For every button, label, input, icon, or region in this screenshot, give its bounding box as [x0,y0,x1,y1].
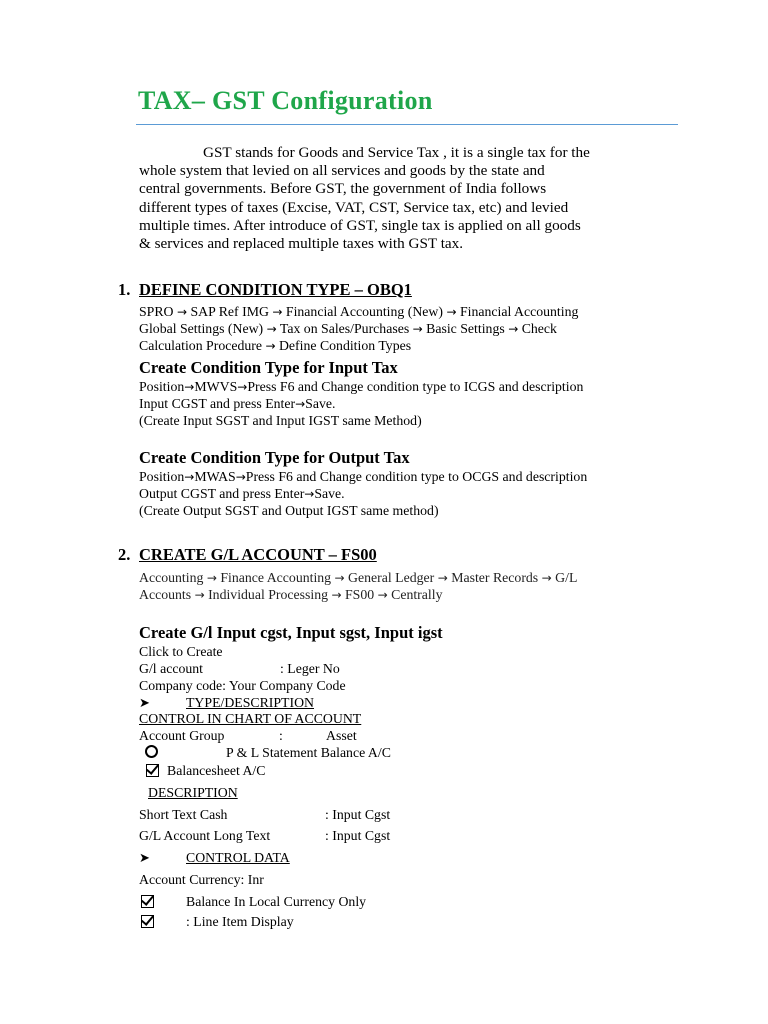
arrow-right-icon: → [377,588,388,602]
arrow-right-icon: → [184,470,195,484]
intro-line: central governments. Before GST, the government of India follows [139,180,547,198]
path-step: Centrally [391,587,443,602]
description-heading: DESCRIPTION [148,785,238,800]
path-step: Tax on Sales/Purchases [279,321,410,336]
menu-path-line [139,337,411,355]
arrow-right-icon: → [266,322,277,336]
section-heading: CREATE G/L ACCOUNT – FS00 [139,545,377,564]
arrow-right-icon: → [272,305,283,319]
intro-paragraph [139,144,675,253]
path-step: Individual Processing [208,587,329,602]
menu-path-line [139,569,577,587]
arrowhead-bullet-icon: ➤ [139,696,150,711]
balancesheet-label: Balancesheet A/C [167,763,266,778]
instruction-text: Position [139,469,185,484]
arrow-right-icon: → [412,322,423,336]
section-number: 1. [118,280,131,299]
instruction-text: Press F6 and Change condition type to OCGS and description [245,469,588,484]
long-text-value: : Input Cgst [325,828,391,843]
path-step: Global Settings (New) [139,321,264,336]
path-step: G/L [555,570,578,585]
instruction-line [139,395,335,413]
pl-statement-label: P & L Statement Balance A/C [226,745,391,760]
path-step: Basic Settings [426,321,505,336]
path-step: Financial Accounting [459,304,579,319]
account-group-value: Asset [326,728,357,743]
arrow-right-icon: → [235,470,246,484]
instruction-text: Output CGST and press Enter [139,486,305,501]
intro-line: multiple times. After introduce of GST, single tax is applied on all goods [139,216,581,234]
bullet-line [139,849,150,867]
instruction-text: Save. [305,396,336,411]
intro-line: different types of taxes (Excise, VAT, CST, Service tax, etc) and levied [139,198,569,216]
page-title: TAX– GST Configuration [138,86,433,115]
intro-line: & services and replaced multiple taxes with GST tax. [139,235,464,253]
intro-line: GST stands for Goods and Service Tax , it is a single tax for the [203,144,590,161]
subsection-heading: Create Condition Type for Output Tax [139,448,410,467]
instruction-text: Save. [314,486,345,501]
instruction-text: Input CGST and press Enter [139,396,296,411]
path-step: SPRO [139,304,174,319]
path-step: General Ledger [348,570,435,585]
path-step: FS00 [345,587,375,602]
section-number: 2. [118,545,131,564]
line-item-label: : Line Item Display [186,914,294,929]
instruction-text: Position [139,379,185,394]
title-divider [136,124,678,125]
arrow-right-icon: → [295,397,306,411]
arrow-right-icon: → [206,571,217,585]
path-step: Calculation Procedure [139,338,262,353]
control-chart-heading: CONTROL IN CHART OF ACCOUNT [139,711,362,726]
arrow-right-icon: → [331,588,342,602]
control-data-heading: CONTROL DATA [186,850,290,865]
menu-path-line [139,586,442,604]
path-step: Accounting [139,570,204,585]
arrow-right-icon: → [508,322,519,336]
arrow-right-icon: → [194,588,205,602]
path-step: SAP Ref IMG [190,304,269,319]
company-code-line: Company code: Your Company Code [139,678,346,693]
path-step: Master Records [451,570,539,585]
arrow-right-icon: → [184,380,195,394]
subsection-heading: Create Condition Type for Input Tax [139,358,398,377]
type-description-heading: TYPE/DESCRIPTION [186,695,315,710]
long-text-label: G/L Account Long Text [139,828,271,843]
arrow-right-icon: → [265,339,276,353]
short-text-label: Short Text Cash [139,807,228,822]
account-group-colon: : [279,728,283,743]
menu-path-line [139,320,557,338]
arrow-right-icon: → [237,380,248,394]
instruction-text: MWVS [194,379,238,394]
section-heading: DEFINE CONDITION TYPE – OBQ1 [139,280,412,299]
instruction-text: MWAS [194,469,236,484]
checkbox-checked-icon [146,763,159,781]
path-step: Financial Accounting (New) [285,304,443,319]
account-group-label: Account Group [139,728,225,743]
instruction-line: Click to Create [139,644,223,659]
arrow-right-icon: → [446,305,457,319]
instruction-text: Press F6 and Change condition type to ICGS and description [247,379,584,394]
menu-path-line [139,303,578,321]
intro-line: whole system that levied on all services and goods by the state and [139,162,545,180]
gl-account-value: : Leger No [280,661,340,676]
account-currency-line: Account Currency: Inr [139,872,264,887]
instruction-line [139,468,587,486]
path-step: Accounts [139,587,192,602]
arrow-right-icon: → [437,571,448,585]
gl-account-label: G/l account [139,661,203,676]
instruction-note: (Create Input SGST and Input IGST same Method) [139,413,422,428]
checkbox-checked-icon [141,894,154,912]
arrow-right-icon: → [334,571,345,585]
arrowhead-bullet-icon: ➤ [139,851,150,866]
arrow-right-icon: → [176,305,188,319]
instruction-line [139,485,345,503]
subsection-heading: Create G/l Input cgst, Input sgst, Input igst [139,623,443,642]
checkbox-checked-icon [141,914,154,932]
instruction-line [139,378,583,396]
path-step: Define Condition Types [278,338,412,353]
balance-local-label: Balance In Local Currency Only [186,894,367,909]
short-text-value: : Input Cgst [325,807,391,822]
path-step: Finance Accounting [220,570,332,585]
arrow-right-icon: → [541,571,552,585]
radio-circle-icon [145,745,158,763]
arrow-right-icon: → [304,487,315,501]
path-step: Check [521,321,557,336]
instruction-note: (Create Output SGST and Output IGST same method) [139,503,439,518]
